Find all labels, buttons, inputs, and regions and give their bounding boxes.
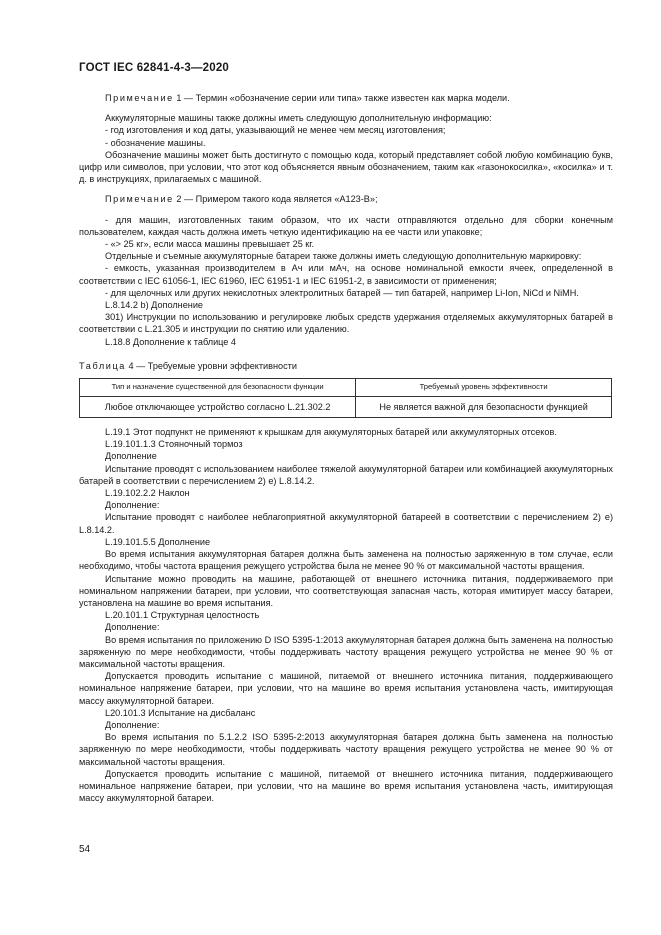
list-item: - год изготовления и код даты, указывающий не менее чем месяц изготовления; <box>105 125 446 136</box>
table-header-row <box>80 379 612 397</box>
table-header-cell: Тип и назначение существенной для безопасности функции <box>80 379 356 397</box>
paragraph: Дополнение <box>105 451 157 462</box>
table-title: 4 — Требуемые уровни эффективности <box>125 360 297 371</box>
paragraph: Обозначение машины может быть достигнуто с помощью кода, который представляет собой любую комбинацию букв, цифр или символов, при условии, что этот код объясняется явным обозначением, таким как «газонокосилка», «косилка» и т. д. в инструкциях, прилагаемых с машиной. <box>79 149 613 185</box>
table-cell: Любое отключающее устройство согласно L.21.302.2 <box>80 397 356 418</box>
list-item: - для машин, изготовленных таким образом, что их части отправляются отдельно для сборки конечным пользователем, каждая часть должна иметь четкую идентификацию на ее части или упаковке; <box>79 214 613 237</box>
table-label: Таблица <box>79 360 126 371</box>
standard-header: ГОСТ IEC 62841-4-3—2020 <box>79 62 230 74</box>
paragraph: L.19.1 Этот подпункт не применяют к крышкам для аккумуляторных батарей или аккумуляторных отсеков. <box>105 427 557 438</box>
clause-heading: L20.101.3 Испытание на дисбаланс <box>105 707 256 718</box>
note-label: Примечание <box>105 194 174 205</box>
paragraph: Дополнение: <box>105 622 160 633</box>
table-header-cell: Требуемый уровень эффективности <box>356 379 612 397</box>
paragraph: Во время испытания по приложению D ISO 5395-1:2013 аккумуляторная батарея должна быть заменена на полностью заряженную по мере необходимости, чтобы поддерживать частоту вращения режущего устройства не менее 90 % от максимальной частоты вращения. <box>79 634 613 669</box>
paragraph: Дополнение: <box>105 719 160 730</box>
clause-heading: L.19.101.1.3 Стояночный тормоз <box>105 439 243 450</box>
paragraph: Аккумуляторные машины также должны иметь следующую дополнительную информацию: <box>105 113 492 124</box>
list-item: - для щелочных или других некислотных электролитных батарей — тип батарей, например Li-Ion, NiCd и NiMH. <box>105 287 579 298</box>
list-item: - «> 25 кг», если масса машины превышает 25 кг. <box>105 239 315 250</box>
table-cell: Не является важной для безопасности функцией <box>356 397 612 418</box>
paragraph: Во время испытания по 5.1.2.2 ISO 5395-2:2013 аккумуляторная батарея должна быть заменена на полностью заряженную по мере необходимости, чтобы поддерживать частоту вращения режущего устройства не менее 90 % от максимальной частоты вращения. <box>79 732 613 767</box>
paragraph: Дополнение: <box>105 500 160 511</box>
clause-heading: L.18.8 Дополнение к таблице 4 <box>105 336 236 347</box>
note-1 <box>79 92 613 104</box>
paragraph: Отдельные и съемные аккумуляторные батареи также должны иметь следующую дополнительную маркировку: <box>105 251 582 262</box>
paragraph: Испытание можно проводить на машине, работающей от внешнего источника питания, поддерживаемого при номинальном напряжении батареи, при условии, что соответствующая запасная часть, которая имитирует массу батареи, установлена на машине во время испытания. <box>79 573 613 608</box>
note-label: Примечание <box>105 93 174 103</box>
paragraph: Допускается проводить испытание с машиной, питаемой от внешнего источника питания, поддерживающего номинальное напряжение батареи, при условии, что на машине во время испытания установлена часть, имитирующая массу аккумуляторной батареи. <box>79 768 613 804</box>
paragraph: Допускается проводить испытание с машиной, питаемой от внешнего источника питания, поддерживающего номинальное напряжение батареи, при условии, что на машине во время испытания установлена часть, имитирующая массу аккумуляторной батареи. <box>79 671 613 706</box>
note-2 <box>79 193 613 205</box>
clause-heading: L.20.101.1 Структурная целостность <box>105 610 260 621</box>
clause-heading: L.19.102.2.2 Наклон <box>105 488 190 499</box>
clause-heading: L.8.14.2 b) Дополнение <box>105 300 203 311</box>
table-row <box>80 397 612 418</box>
list-item: - обозначение машины. <box>105 137 206 148</box>
paragraph: 301) Инструкции по использованию и регулировке любых средств удержания отделяемых аккумуляторных батарей в соответствии с L.21.305 и инструкции по снятию или удалению. <box>79 312 613 335</box>
paragraph: Испытание проводят с наиболее неблагоприятной аккумуляторной батареей в соответствии с перечислением 2) e) L.8.14.2. <box>79 512 613 535</box>
note-text: 2 — Примером такого кода является «A123-B»; <box>173 194 378 205</box>
paragraph: Испытание проводят с использованием наиболее тяжелой аккумуляторной батареи или комбинацией аккумуляторных батарей в соответствии с перечислением 2) e) L.8.14.2. <box>79 463 613 486</box>
paragraph: Во время испытания аккумуляторная батарея должна быть заменена на полностью заряженную в том случае, если необходимо, чтобы частота вращения режущего устройства была не менее 90 % от максимальной частоты вращения. <box>79 549 613 572</box>
list-item: - емкость, указанная производителем в Ач или мАч, на основе номинальной емкости ячеек, определенной в соответствии с IEC 61056-1, IEC 61960, IEC 61951-1 и IEC 61951-2, в зависимости от применения; <box>79 263 613 286</box>
table-caption <box>79 360 613 372</box>
efficiency-table <box>79 378 612 418</box>
note-text: 1 — Термин «обозначение серии или типа» также известен как марка модели. <box>173 93 510 103</box>
page-number: 54 <box>79 844 91 855</box>
body-text <box>79 92 613 804</box>
clause-heading: L.19.101.5.5 Дополнение <box>105 536 211 547</box>
